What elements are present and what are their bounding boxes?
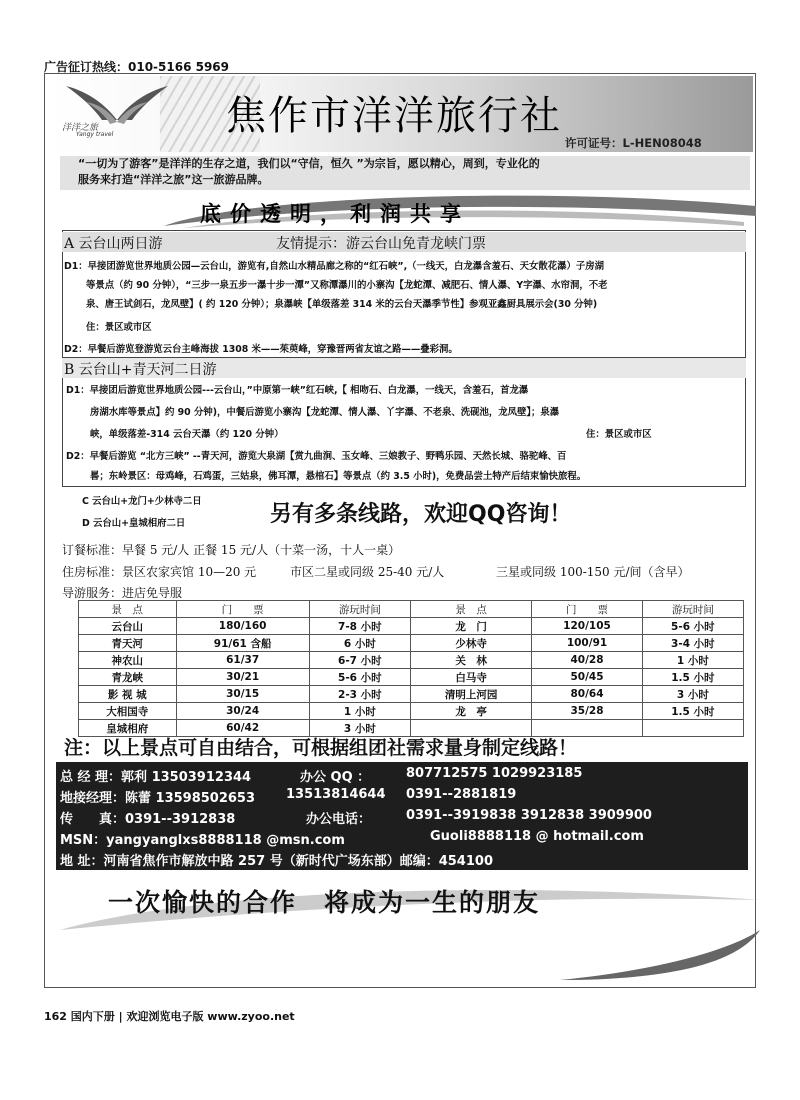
contact-line: 办公 QQ ： <box>300 770 371 785</box>
motto-line: “一切为了游客”是洋洋的生存之道，我们以“守信，恒久 ”为宗旨，愿以精心，周到，专业化的 <box>78 157 540 170</box>
logo-text: 洋洋之旅 <box>62 123 99 133</box>
route-a-line: D2：早餐后游览登游览云台主峰海拔 1308 米——茱萸峰，穿豫晋两省友谊之路——叠彩洞。 <box>64 344 458 355</box>
column-header: 游玩时间 <box>309 601 410 618</box>
lodging-high: 三星或同级 100-150 元/间（含早） <box>496 565 690 579</box>
table-cell: 青龙峡 <box>79 669 177 686</box>
table-cell: 关 林 <box>410 652 531 669</box>
table-cell: 6-7 小时 <box>309 652 410 669</box>
contact-line: 0391--2881819 <box>406 787 517 802</box>
contact-line: 13513814644 <box>286 787 386 802</box>
table-cell: 清明上河园 <box>410 686 531 703</box>
agency-title: 焦作市洋洋旅行社 <box>226 93 562 139</box>
contact-line: Guoli8888118 @ hotmail.com <box>430 829 644 844</box>
table-cell: 青天河 <box>79 635 177 652</box>
contact-line: 总 经 理：郭利 13503912344 <box>60 770 252 785</box>
table-cell: 35/28 <box>532 703 642 720</box>
route-a-title: A 云台山两日游 <box>64 236 163 252</box>
closing-slogan: 一次愉快的合作 将成为一生的朋友 <box>108 888 541 917</box>
table-cell: 30/24 <box>176 703 309 720</box>
route-c: C 云台山+龙门+少林寺二日 <box>82 496 202 507</box>
table-cell: 100/91 <box>532 635 642 652</box>
column-header: 门 票 <box>532 601 642 618</box>
table-cell: 91/61 含船 <box>176 635 309 652</box>
route-a-line: 等景点（约 90 分钟），“三步一泉五步一瀑十步一潭”又称潭瀑川的小寨沟【龙蛇潭、减肥石、情人瀑、Y字瀑、水帘洞，不老 <box>86 280 608 291</box>
contact-line: 办公电话： <box>306 812 372 827</box>
table-cell: 5-6 小时 <box>642 618 743 635</box>
table-cell: 180/160 <box>176 618 309 635</box>
table-cell: 3 小时 <box>309 720 410 737</box>
route-a-tip: 友情提示：游云台山免青龙峡门票 <box>276 236 486 252</box>
route-b-line: 房湖水库等景点】约 90 分钟)，中餐后游览小寨沟【龙蛇潭、情人瀑、丫字瀑、不老泉、洗砚池，龙凤壁】；泉瀑 <box>90 407 560 418</box>
slogan: 底价透明，利润共享 <box>200 202 470 226</box>
table-header-row <box>79 601 744 618</box>
route-b-title: B 云台山+青天河二日游 <box>64 362 217 378</box>
column-header: 游玩时间 <box>642 601 743 618</box>
route-a-line: 住：景区或市区 <box>86 322 152 333</box>
route-b-line: D1：早接团后游览世界地质公园---云台山，”中原第一峡”红石峡,【 相吻石、白龙瀑，一线天，含羞石，首龙瀑 <box>66 385 529 396</box>
table-cell: 影 视 城 <box>79 686 177 703</box>
ad-hotline: 广告征订热线：010-5166 5969 <box>44 60 230 74</box>
page-footer: 162 国内下册 | 欢迎浏览电子版 www.zyoo.net <box>44 1010 295 1023</box>
route-d: D 云台山+皇城相府二日 <box>82 518 186 529</box>
table-cell: 120/105 <box>532 618 642 635</box>
table-cell: 1.5 小时 <box>642 669 743 686</box>
table-row <box>79 669 744 686</box>
lodging-standard: 住房标准：景区农家宾馆 10—20 元 <box>62 565 257 579</box>
route-a-line: D1：早接团游览世界地质公园—云台山，游览有,自然山水精品廊之称的“红石峡”,（一线天，白龙瀑含羞石、天女散花瀑）子房湖 <box>64 261 605 272</box>
contact-line: 地接经理：陈蕾 13598502653 <box>60 791 256 806</box>
contact-line: MSN：yangyanglxs8888118 @msn.com <box>60 833 345 848</box>
table-row <box>79 703 744 720</box>
route-b-line: 峡，单级落差-314 云台天瀑（约 120 分钟） <box>90 429 284 440</box>
table-cell: 云台山 <box>79 618 177 635</box>
table-cell: 皇城相府 <box>79 720 177 737</box>
table-cell: 30/15 <box>176 686 309 703</box>
attractions-table <box>78 600 744 737</box>
table-cell: 1 小时 <box>309 703 410 720</box>
contact-line: 807712575 1029923185 <box>406 766 583 781</box>
table-cell: 白马寺 <box>410 669 531 686</box>
motto-box <box>60 156 750 190</box>
table-cell: 40/28 <box>532 652 642 669</box>
table-cell: 3-4 小时 <box>642 635 743 652</box>
table-row <box>79 686 744 703</box>
table-cell: 神农山 <box>79 652 177 669</box>
table-cell: 少林寺 <box>410 635 531 652</box>
table-cell: 3 小时 <box>642 686 743 703</box>
guide-service: 导游服务：进店免导服 <box>62 586 183 600</box>
table-row <box>79 618 744 635</box>
meal-standard: 订餐标准：早餐 5 元/人 正餐 15 元/人（十菜一汤，十人一桌） <box>62 543 401 557</box>
table-cell: 2-3 小时 <box>309 686 410 703</box>
more-routes-banner: 另有多条线路，欢迎QQ咨询！ <box>270 502 572 527</box>
table-cell: 6 小时 <box>309 635 410 652</box>
table-cell: 1.5 小时 <box>642 703 743 720</box>
logo-subtext: Yangy travel <box>76 131 114 138</box>
table-cell: 1 小时 <box>642 652 743 669</box>
table-cell: 50/45 <box>532 669 642 686</box>
route-b-line: D2：早餐后游览 “北方三峡” --青天河，游览大泉湖【赏九曲涧、玉女峰、三娘教子、野鸭乐园、天然长城、骆驼峰、百 <box>66 451 567 462</box>
contact-line: 传 真：0391--3912838 <box>60 812 236 827</box>
route-a-line: 泉、唐王试剑石，龙凤壁】( 约 120 分钟）；泉瀑峡【单级落差 314 米的云台天瀑季节性】参观亚鑫厨具展示会(30 分钟) <box>86 299 598 310</box>
column-header: 景 点 <box>79 601 177 618</box>
column-header: 门 票 <box>176 601 309 618</box>
route-b-line: 晷；东岭景区：母鸡峰，石鸡蛋，三姑泉，佛耳潭，悬棺石】等景点（约 3.5 小时)，免费品尝土特产后结束愉快旅程。 <box>90 471 587 482</box>
custom-route-note: 注：以上景点可自由结合，可根据组团社需求量身制定线路！ <box>64 737 578 759</box>
contact-line: 0391--3919838 3912838 3909900 <box>406 808 652 823</box>
license-number: 许可证号：L-HEN08048 <box>565 136 702 150</box>
table-cell: 61/37 <box>176 652 309 669</box>
motto-line: 服务来打造“洋洋之旅”这一旅游品牌。 <box>78 173 269 186</box>
lodging-mid: 市区二星或同级 25-40 元/人 <box>290 565 445 579</box>
table-cell: 5-6 小时 <box>309 669 410 686</box>
route-b-line: 住：景区或市区 <box>586 429 652 440</box>
table-row <box>79 635 744 652</box>
table-row <box>79 652 744 669</box>
table-cell: 龙 亭 <box>410 703 531 720</box>
table-cell: 60/42 <box>176 720 309 737</box>
table-cell: 龙 门 <box>410 618 531 635</box>
column-header: 景 点 <box>410 601 531 618</box>
table-cell <box>642 720 743 737</box>
table-cell: 7-8 小时 <box>309 618 410 635</box>
table-cell: 80/64 <box>532 686 642 703</box>
table-cell: 大相国寺 <box>79 703 177 720</box>
contact-line: 地 址：河南省焦作市解放中路 257 号（新时代广场东部）邮编：454100 <box>60 854 493 869</box>
table-cell: 30/21 <box>176 669 309 686</box>
